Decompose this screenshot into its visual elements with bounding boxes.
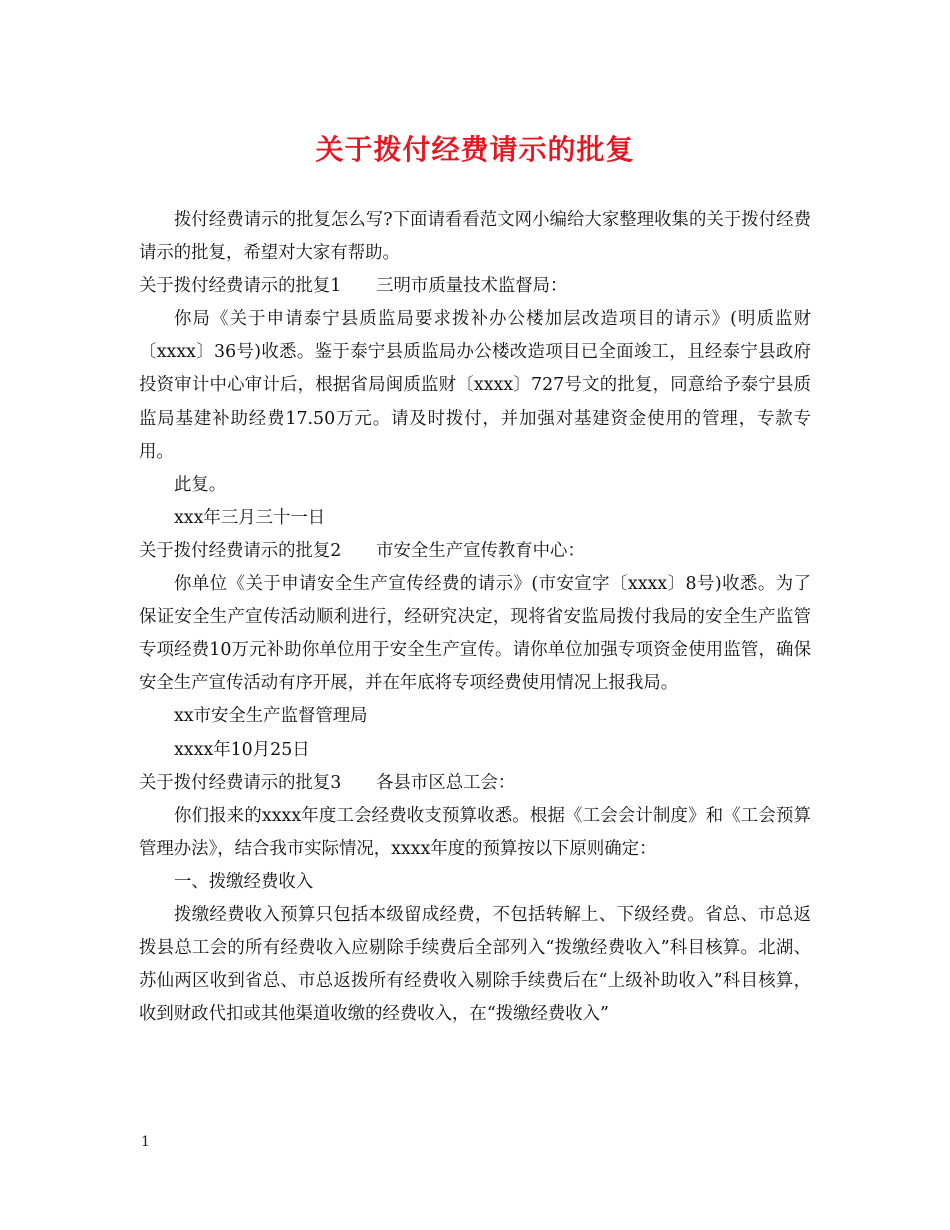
document-body [139,204,811,1031]
reply-1-body: 你局《关于申请泰宁县质监局要求拨补办公楼加层改造项目的请示》(明质监财〔xxxx〕36号)收悉。鉴于泰宁县质监局办公楼改造项目已全面竣工，且经泰宁县政府投资审计中心审计后，根据省局闽质监财〔xxxx〕727号文的批复，同意给予泰宁县质监局基建补助经费17.50万元。请及时拨付，并加强对基建资金使用的管理，专款专用。 [139,309,811,462]
reply-2-body: 你单位《关于申请安全生产宣传经费的请示》(市安宣字〔xxxx〕8号)收悉。为了保证安全生产宣传活动顺利进行，经研究决定，现将省安监局拨付我局的安全生产监管专项经费10万元补助你单位用于安全生产宣传。请你单位加强专项资金使用监管，确保安全生产宣传活动有序开展，并在年底将专项经费使用情况上报我局。 [139,574,811,694]
reply-2-date: xxxx年10月25日 [174,739,310,760]
reply-3-body: 你们报来的xxxx年度工会经费收支预算收悉。根据《工会会计制度》和《工会预算管理办法》，结合我市实际情况，xxxx年度的预算按以下原则确定： [139,805,811,859]
reply-3-subheading: 一、拨缴经费收入 [174,871,314,892]
intro-paragraph: 拨付经费请示的批复怎么写?下面请看看范文网小编给大家整理收集的关于拨付经费请示的批复，希望对大家有帮助。 [139,210,811,264]
section-heading-2: 关于拨付经费请示的批复2 市安全生产宣传教育中心： [139,540,585,561]
section-heading-1: 关于拨付经费请示的批复1 三明市质量技术监督局： [139,276,568,297]
reply-1-closing: 此复。 [174,474,227,495]
section-heading-3: 关于拨付经费请示的批复3 各县市区总工会： [139,772,516,793]
reply-3-detail: 拨缴经费收入预算只包括本级留成经费，不包括转解上、下级经费。省总、市总返拨县总工会的所有经费收入应剔除手续费后全部列入“拨缴经费收入”科目核算。北湖、苏仙两区收到省总、市总返拨所有经费收入剔除手续费后在“上级补助收入”科目核算，收到财政代扣或其他渠道收缴的经费收入，在“拨缴经费收入” [139,904,811,1025]
reply-2-signature: xx市安全生产监督管理局 [174,706,368,727]
reply-1-date: xxx年三月三十一日 [174,507,326,528]
page-number: 1 [141,1134,150,1150]
document-title: 关于拨付经费请示的批复 [315,133,635,166]
